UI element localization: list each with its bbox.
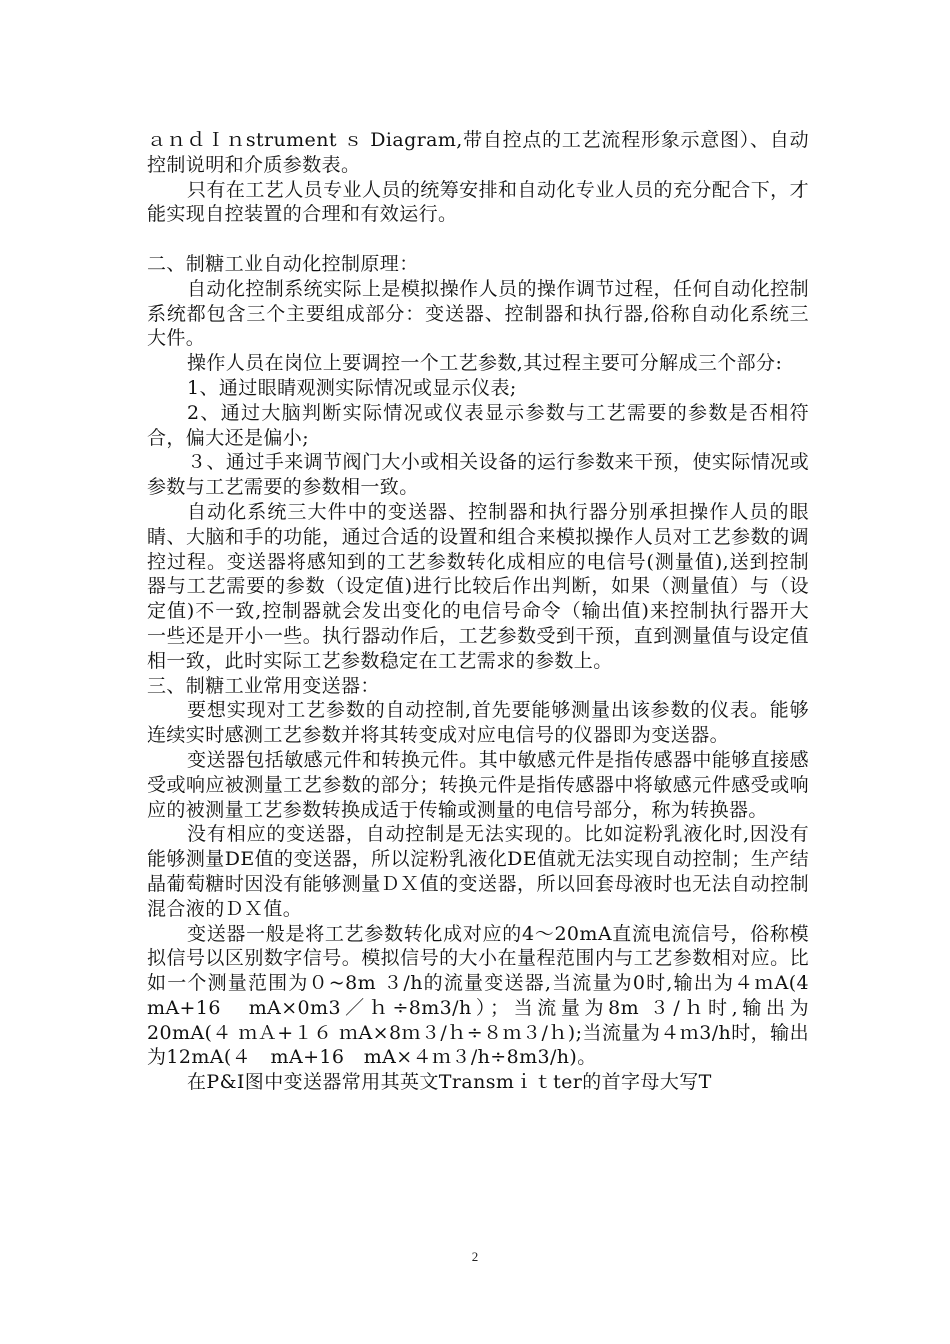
list-item-1: 1、通过眼睛观测实际情况或显示仪表; — [187, 376, 517, 399]
paragraph: 自动化控制系统实际上是模拟操作人员的操作调节过程，任何自动化控制系统都包含三个主要组成部分：变送器、控制器和执行器,俗称自动化系统三大件。 — [147, 277, 809, 350]
section-heading-3: 三、制糖工业常用变送器： — [147, 674, 380, 697]
list-item-3: ３、通过手来调节阀门大小或相关设备的运行参数来干预，使实际情况或参数与工艺需要的参数相一致。 — [147, 451, 809, 499]
paragraph: 变送器一般是将工艺参数转化成对应的4～20mA直流电流信号，俗称模拟信号以区别数字信号。模拟信号的大小在量程范围内与工艺参数相对应。比如一个测量范围为０~8m ３/h的流量变送器,当流量为0时,输出为４ｍA(4 mA+16 mA×0m3／ｈ÷8m3/h）；当流量为8m ３/ｈ时,输出为20mA(４ ｍＡ+１６ ｍA×8ｍ３/ｈ÷８ｍ３/ｈ);当流量为４ｍ3/h时，输出为12mA(４ mA+16 mA×４ｍ３/h÷8m3/h)。 — [147, 922, 809, 1069]
document-body — [147, 128, 809, 1095]
paragraph: 变送器包括敏感元件和转换元件。其中敏感元件是指传感器中能够直接感受或响应被测量工艺参数的部分；转换元件是指传感器中将敏感元件感受或响应的被测量工艺参数转换成适于传输或测量的电信号部分，称为转换器。 — [147, 748, 809, 821]
paragraph-continuation: ａｎｄＩｎstrument ｓ Diagram,带自控点的工艺流程形象示意图）、自动控制说明和介质参数表。 — [147, 129, 809, 176]
blank-line — [147, 227, 809, 252]
paragraph: 操作人员在岗位上要调控一个工艺参数,其过程主要可分解成三个部分: — [187, 352, 783, 375]
page-number: 2 — [471, 1249, 479, 1264]
paragraph: 在P&I图中变送器常用其英文Transmｉｔter的首字母大写T — [187, 1071, 712, 1094]
section-heading-2: 二、制糖工业自动化控制原理： — [147, 252, 419, 275]
paragraph: 没有相应的变送器，自动控制是无法实现的。比如淀粉乳液化时,因没有能够测量DE值的变送器，所以淀粉乳液化DE值就无法实现自动控制；生产结晶葡萄糖时因没有能够测量ＤＸ值的变送器，所以回套母液时也无法自动控制混合液的ＤＸ值。 — [147, 823, 809, 920]
paragraph: 要想实现对工艺参数的自动控制,首先要能够测量出该参数的仪表。能够连续实时感测工艺参数并将其转变成对应电信号的仪器即为变送器。 — [147, 699, 809, 747]
paragraph: 自动化系统三大件中的变送器、控制器和执行器分别承担操作人员的眼睛、大脑和手的功能，通过合适的设置和组合来模拟操作人员对工艺参数的调控过程。变送器将感知到的工艺参数转化成相应的电信号(测量值),送到控制器与工艺需要的参数（设定值)进行比较后作出判断，如果（测量值）与（设定值)不一致,控制器就会发出变化的电信号命令（输出值)来控制执行器开大一些还是开小一些。执行器动作后，工艺参数受到干预，直到测量值与设定值相一致，此时实际工艺参数稳定在工艺需求的参数上。 — [147, 500, 809, 672]
list-item-2: 2、通过大脑判断实际情况或仪表显示参数与工艺需要的参数是否相符合，偏大还是偏小; — [147, 401, 809, 449]
paragraph: 只有在工艺人员专业人员的统筹安排和自动化专业人员的充分配合下，才能实现自控装置的合理和有效运行。 — [147, 178, 809, 226]
